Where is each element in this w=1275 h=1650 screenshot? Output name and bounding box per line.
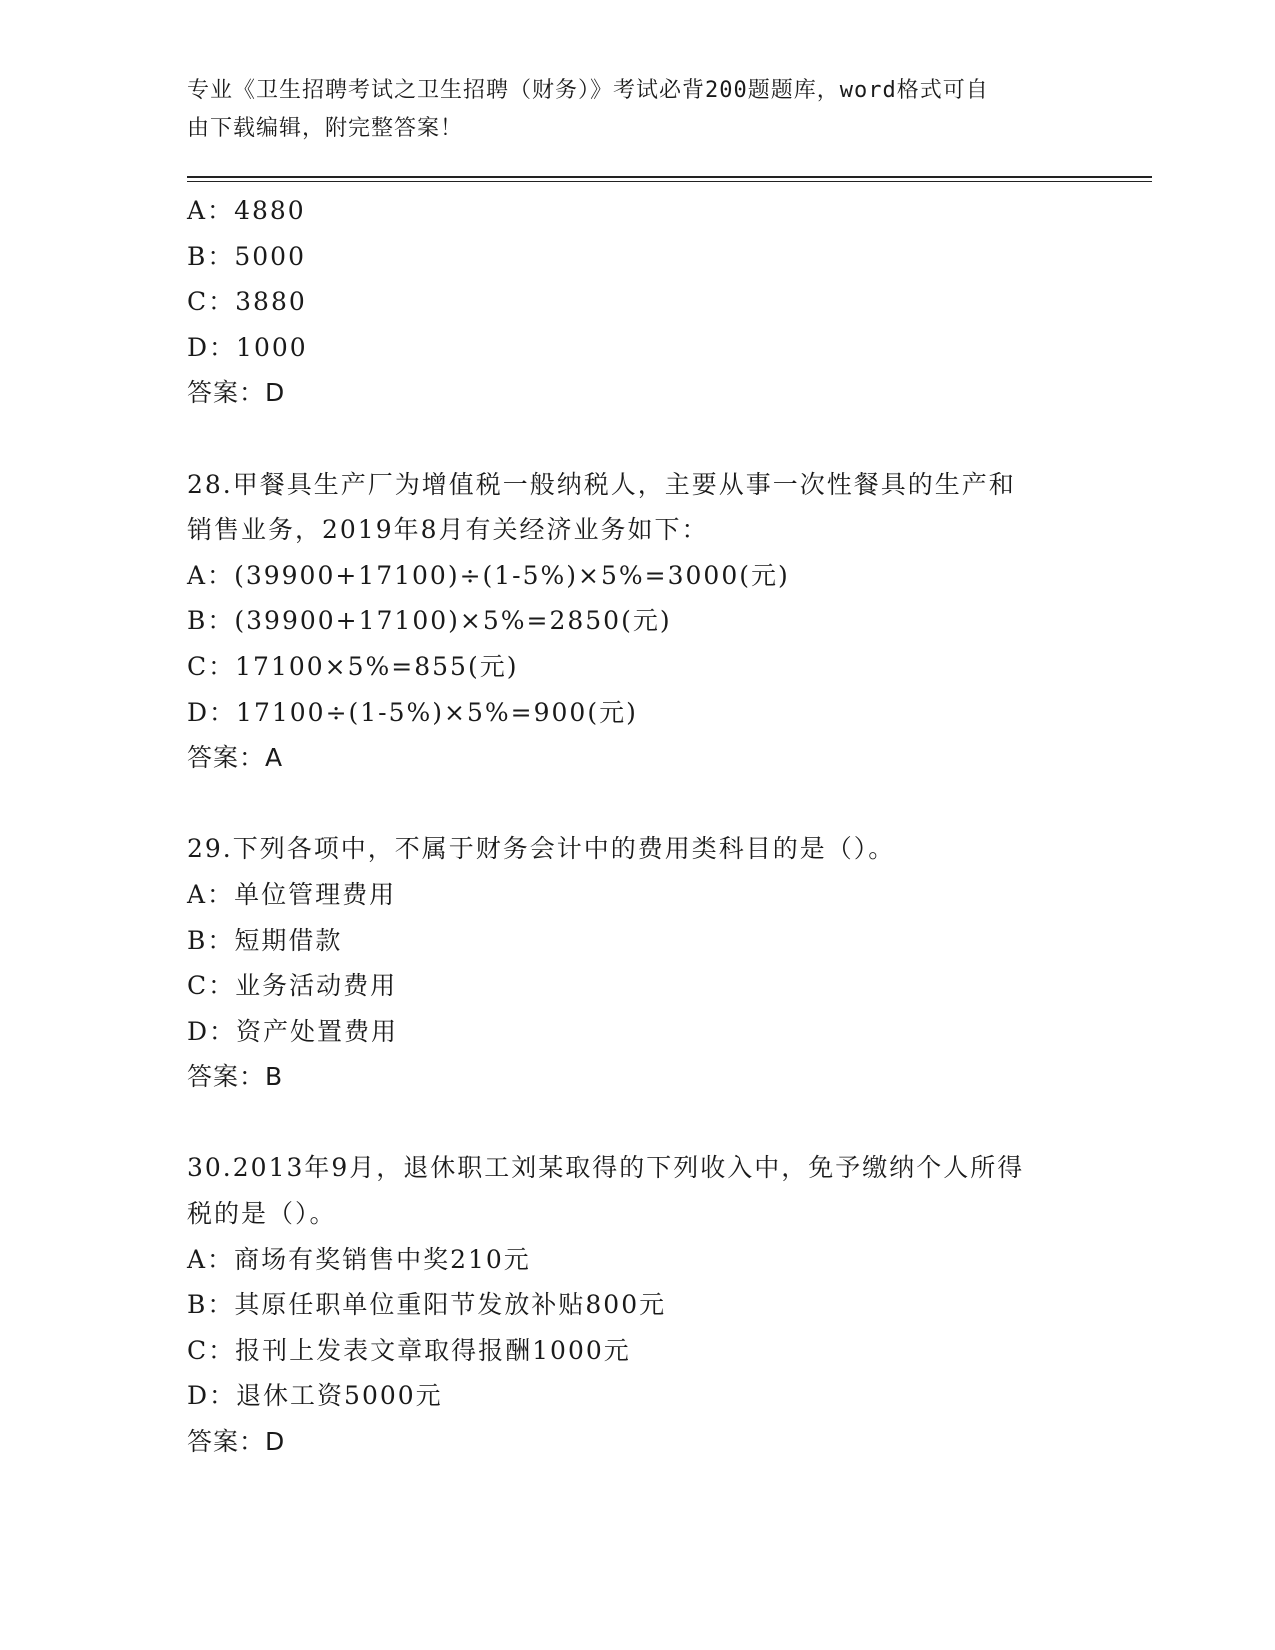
answer-line: 答案：D [187, 1427, 286, 1457]
header-title-line-1: 专业《卫生招聘考试之卫生招聘（财务）》考试必背200题题库，word格式可自 [187, 78, 989, 103]
answer-line: 答案：D [187, 378, 286, 408]
question-stem-line: 销售业务，2019年8月有关经济业务如下： [187, 515, 709, 545]
option-d: D：1000 [187, 332, 308, 362]
option-b: B：(39900+17100)×5%=2850(元) [187, 606, 672, 636]
option-a: A：(39900+17100)÷(1-5%)×5%=3000(元) [187, 560, 790, 590]
document-header [187, 72, 1067, 148]
option-a: A：单位管理费用 [187, 879, 397, 909]
option-d: D：退休工资5000元 [187, 1381, 443, 1411]
question-block [187, 1145, 1087, 1464]
header-title-line-2: 由下载编辑，附完整答案！ [187, 116, 464, 141]
option-b: B：短期借款 [187, 925, 343, 955]
option-d: D：资产处置费用 [187, 1016, 399, 1046]
option-a: A：商场有奖销售中奖210元 [187, 1244, 531, 1274]
question-list [187, 188, 1087, 1465]
answer-line: 答案：B [187, 1062, 284, 1092]
answer-line: 答案：A [187, 743, 284, 773]
question-stem-line: 28.甲餐具生产厂为增值税一般纳税人，主要从事一次性餐具的生产和 [187, 469, 1016, 499]
header-divider-thick [187, 176, 1152, 178]
option-a: A：4880 [187, 196, 306, 225]
spacer [187, 781, 1087, 827]
header-divider-thin [187, 181, 1152, 182]
question-stem-line: 30.2013年9月，退休职工刘某取得的下列收入中，免予缴纳个人所得 [187, 1153, 1025, 1183]
spacer [187, 1100, 1087, 1146]
option-c: C：业务活动费用 [187, 971, 398, 1001]
question-stem-line: 税的是（）。 [187, 1199, 337, 1229]
option-b: B：5000 [187, 241, 306, 271]
question-block [187, 462, 1087, 781]
option-c: C：报刊上发表文章取得报酬1000元 [187, 1335, 631, 1365]
option-d: D：17100÷(1-5%)×5%=900(元) [187, 697, 638, 727]
question-stem-line: 29.下列各项中，不属于财务会计中的费用类科目的是（）。 [187, 834, 896, 864]
question-block [187, 188, 1087, 416]
option-c: C：17100×5%=855(元) [187, 651, 519, 681]
spacer [187, 416, 1087, 462]
option-b: B：其原任职单位重阳节发放补贴800元 [187, 1290, 667, 1320]
option-c: C：3880 [187, 287, 307, 317]
question-block [187, 826, 1087, 1100]
